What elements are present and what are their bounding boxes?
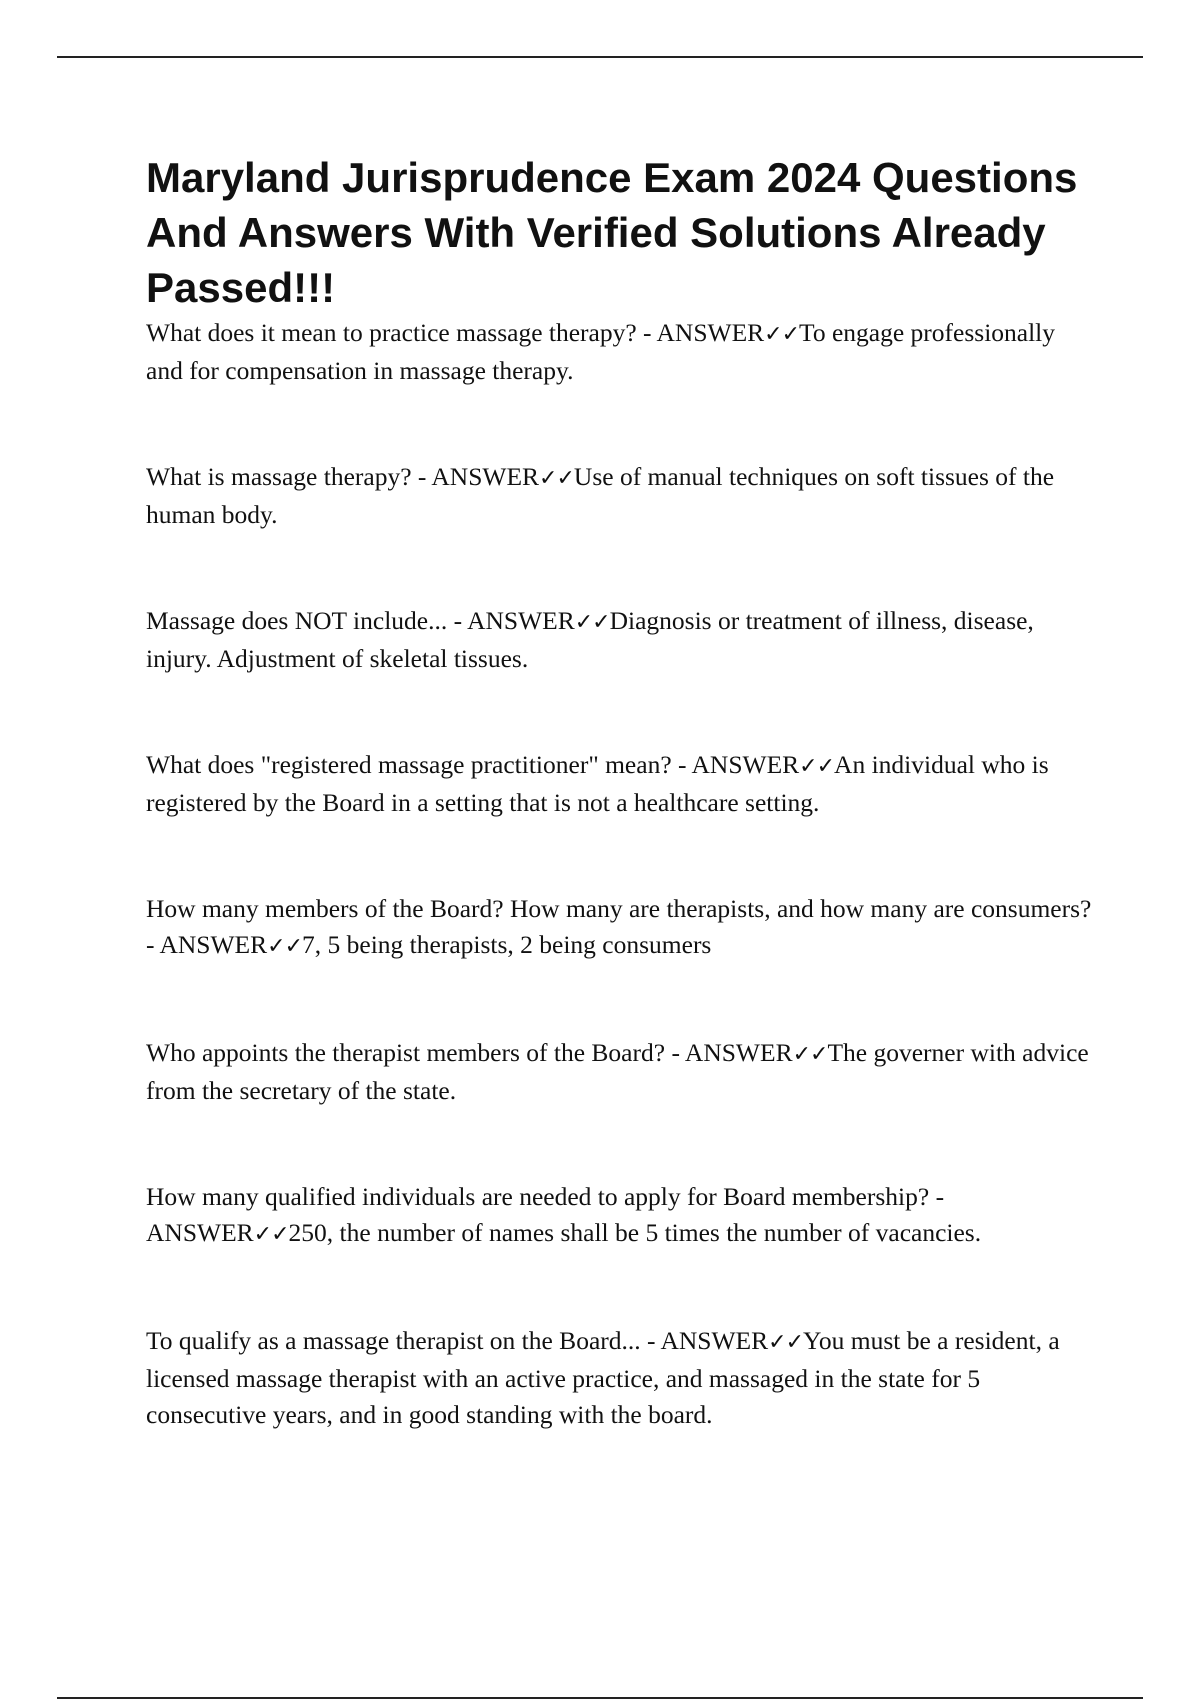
answer-label: ANSWER [467, 606, 575, 635]
answer-label: ANSWER [159, 930, 268, 959]
qa-item-1 [146, 315, 1096, 389]
checkmark-icon: ✓✓ [253, 1222, 289, 1247]
checkmark-icon: ✓✓ [792, 1042, 828, 1067]
checkmark-icon: ✓✓ [768, 1330, 804, 1355]
question-text: How many qualified individuals are needed to apply for Board membership? - [146, 1182, 945, 1211]
document-body [146, 150, 1096, 1433]
answer-text: 250, the number of names shall be 5 times the number of vacancies. [288, 1218, 982, 1247]
answer-text: 7, 5 being therapists, 2 being consumers [302, 930, 712, 959]
question-text: What does it mean to practice massage therapy? - [146, 318, 657, 347]
answer-label: ANSWER [660, 1326, 769, 1355]
answer-text: To engage professionally and for compensation in massage therapy. [146, 318, 1056, 385]
question-text: How many members of the Board? How many are therapists, and how many are consumers? - [146, 894, 1092, 959]
question-text: What does "registered massage practitioner" mean? - [146, 750, 692, 779]
question-text: To qualify as a massage therapist on the Board... - [146, 1326, 661, 1355]
checkmark-icon: ✓✓ [764, 322, 800, 347]
qa-item-4 [146, 747, 1096, 821]
document-title: Maryland Jurisprudence Exam 2024 Questions And Answers With Verified Solutions Already Passed!!! [146, 154, 1078, 311]
checkmark-icon: ✓✓ [799, 754, 835, 779]
qa-item-2 [146, 459, 1096, 533]
qa-item-5 [146, 891, 1096, 965]
qa-item-7 [146, 1179, 1096, 1253]
qa-item-8 [146, 1323, 1096, 1433]
question-text: Massage does NOT include... - [146, 606, 468, 635]
qa-item-3 [146, 603, 1096, 677]
answer-label: ANSWER [146, 1218, 254, 1247]
qa-item-6 [146, 1035, 1096, 1109]
answer-label: ANSWER [656, 318, 765, 347]
answer-text: Diagnosis or treatment of illness, disease, injury. Adjustment of skeletal tissues. [146, 606, 1034, 673]
answer-label: ANSWER [431, 462, 540, 491]
question-text: Who appoints the therapist members of the Board? - [146, 1038, 685, 1067]
answer-text: An individual who is registered by the Board in a setting that is not a healthcare setting. [146, 750, 1049, 817]
checkmark-icon: ✓✓ [574, 610, 610, 635]
checkmark-icon: ✓✓ [267, 934, 303, 959]
top-rule [57, 56, 1143, 58]
answer-text: The governer with advice from the secretary of the state. [146, 1038, 1089, 1105]
answer-text: You must be a resident, a licensed massage therapist with an active practice, and massaged in the state for 5 consecutive years, and in good standing with the board. [146, 1326, 1060, 1429]
answer-text: Use of manual techniques on soft tissues of the human body. [146, 462, 1055, 529]
checkmark-icon: ✓✓ [539, 466, 574, 491]
bottom-rule [57, 1697, 1143, 1699]
answer-label: ANSWER [684, 1038, 793, 1067]
question-text: What is massage therapy? - [146, 462, 432, 491]
answer-label: ANSWER [691, 750, 800, 779]
